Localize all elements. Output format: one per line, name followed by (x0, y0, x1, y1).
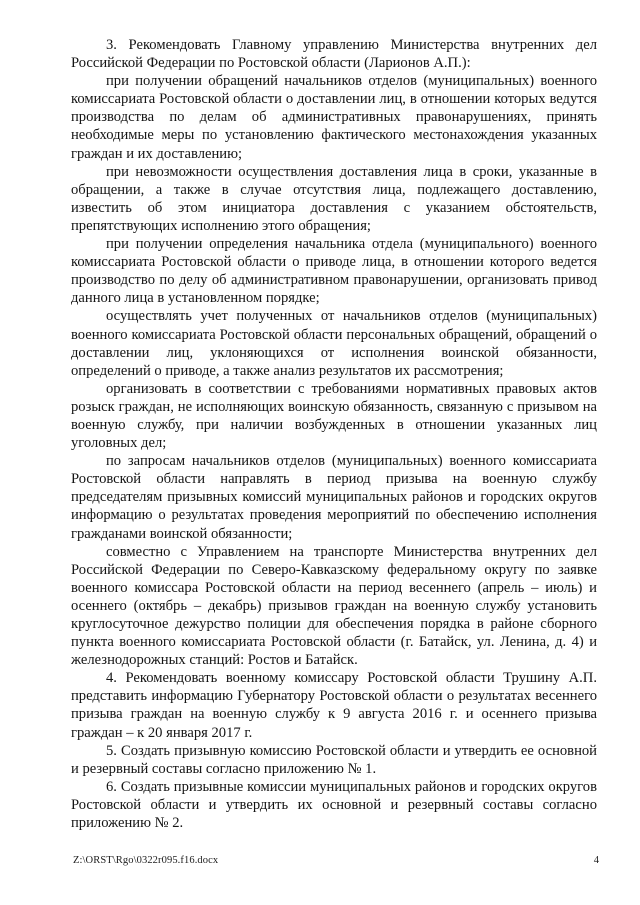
paragraph-privod: при получении определения начальника отдела (муниципального) военного комиссариата Ростовской области о приводе лица, в отношении которого ведется производство по делу об административном правонарушении, организовать привод данного лица в установленном порядке; (71, 236, 597, 307)
paragraph-dezhurstvo: совместно с Управлением на транспорте Министерства внутренних дел Российской Федерации по Северо-Кавказскому федеральному округу по заявке военного комиссара Ростовской области на период весеннего (апрель – июль) и осеннего (октябрь – декабрь) призывов граждан на военную службу установить круглосуточное дежурство полиции для обеспечения порядка в районе сборного пункта военного комиссариата Ростовской области (г. Батайск, ул. Ленина, д. 4) и железнодорожных станций: Ростов и Батайск. (71, 543, 597, 669)
footer-page-number: 4 (593, 855, 599, 866)
paragraph-uchet: осуществлять учет полученных от начальников отделов (муниципальных) военного комиссариата Ростовской области персональных обращений, обращений о доставлении лиц, уклоняющихся от исполнения воинской обязанности, определений о приводе, а также анализ результатов их рассмотрения; (71, 308, 597, 379)
paragraph-zaprosy: по запросам начальников отделов (муниципальных) военного комиссариата Ростовской области направлять в период призыва на военную службу председателям призывных комиссий муниципальных районов и городских округов информацию о результатах проведения мероприятий по обеспечению исполнения гражданами воинской обязанности; (71, 453, 597, 542)
paragraph-item-6: 6. Создать призывные комиссии муниципальных районов и городских округов Ростовской области и утвердить их основной и резервный составы согласно приложению № 2. (71, 778, 597, 832)
paragraph-item-3: 3. Рекомендовать Главному управлению Министерства внутренних дел Российской Федерации по Ростовской области (Ларионов А.П.): (71, 37, 597, 72)
paragraph-obrashcheniya: при получении обращений начальников отделов (муниципальных) военного комиссариата Ростовской области о доставлении лиц, в отношении которых ведутся производства по делам об административных правонарушениях, принять необходимые меры по установлению фактического местонахождения указанных граждан и их доставлению; (71, 73, 597, 162)
footer-file-path: Z:\ORST\Rgo\0322r095.f16.docx (73, 855, 219, 866)
paragraph-nevozmozhnost: при невозможности осуществления доставления лица в сроки, указанные в обращении, а также в случае отсутствия лица, подлежащего доставлению, известить об этом инициатора доставления с указанием обстоятельств, препятствующих исполнению этого обращения; (71, 163, 597, 234)
paragraph-rozysk: организовать в соответствии с требованиями нормативных правовых актов розыск граждан, не исполняющих воинскую обязанность, связанную с призывом на военную службу, при наличии возбужденных в отношении указанных лиц уголовных дел; (71, 380, 597, 452)
document-body (71, 36, 597, 832)
paragraph-item-5: 5. Создать призывную комиссию Ростовской области и утвердить ее основной и резервный составы согласно приложению № 1. (71, 742, 597, 777)
paragraph-item-4: 4. Рекомендовать военному комиссару Ростовской области Трушину А.П. представить информацию Губернатору Ростовской области о результатах весеннего призыва граждан на военную службу к 9 августа 2016 г. и осеннего призыва граждан – к 20 января 2017 г. (71, 670, 597, 741)
